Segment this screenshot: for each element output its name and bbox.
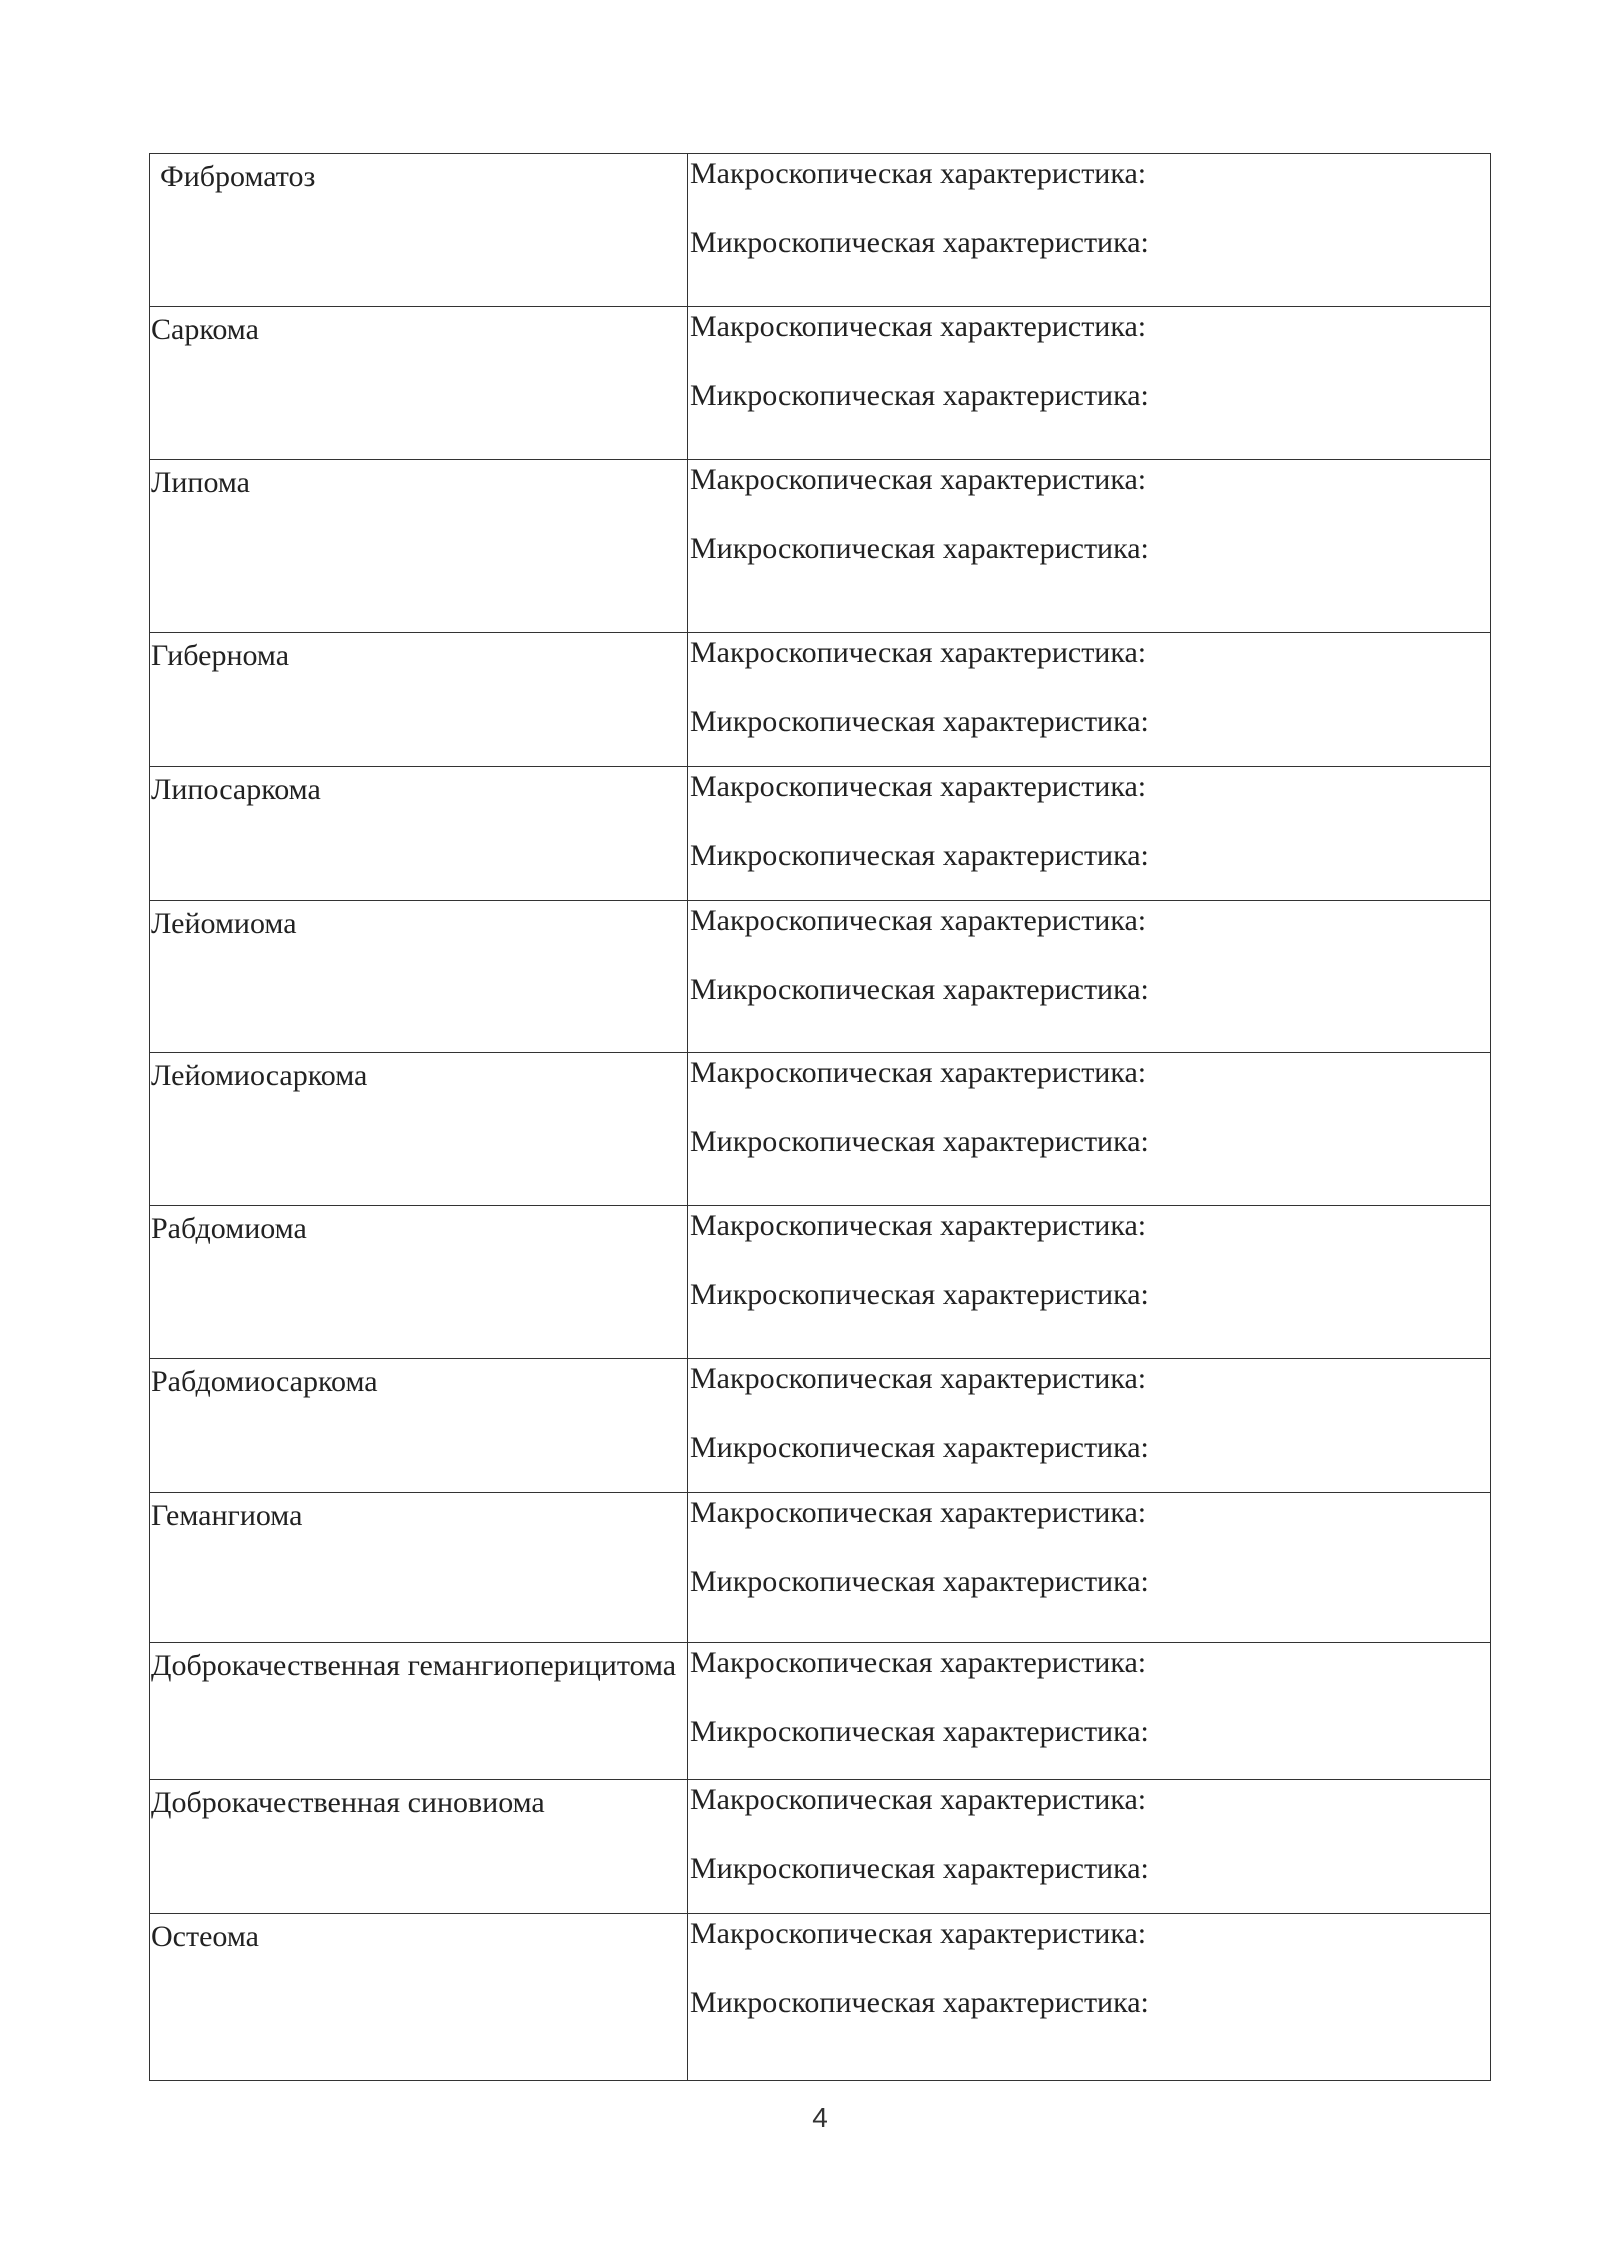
macro-label: Макроскопическая характеристика: [690, 310, 1147, 343]
description-cell [688, 1493, 1491, 1643]
table-row [150, 767, 1491, 901]
micro-label: Микроскопическая характеристика: [690, 1986, 1149, 2019]
table-row [150, 1206, 1491, 1359]
tumor-name: Гибернома [151, 639, 290, 672]
name-cell [150, 901, 688, 1053]
description-cell [688, 460, 1491, 633]
macro-label: Макроскопическая характеристика: [690, 1917, 1147, 1950]
tumor-name: Рабдомиосаркома [151, 1365, 378, 1398]
macro-label: Макроскопическая характеристика: [690, 1496, 1147, 1529]
micro-label: Микроскопическая характеристика: [690, 379, 1149, 412]
description-cell [688, 1643, 1491, 1780]
description-cell [688, 767, 1491, 901]
macro-label: Макроскопическая характеристика: [690, 1209, 1147, 1242]
name-cell [150, 1359, 688, 1493]
tumor-name: Доброкачественная гемангиоперицитома [151, 1649, 677, 1682]
tumor-name: Лейомиосаркома [151, 1059, 368, 1092]
table-row [150, 1359, 1491, 1493]
name-cell [150, 1206, 688, 1359]
description-cell [688, 1359, 1491, 1493]
tumor-name: Остеома [151, 1920, 259, 1953]
tumor-name: Лейомиома [151, 907, 297, 940]
micro-label: Микроскопическая характеристика: [690, 1715, 1149, 1748]
micro-label: Микроскопическая характеристика: [690, 1565, 1149, 1598]
macro-label: Макроскопическая характеристика: [690, 1783, 1147, 1816]
macro-label: Макроскопическая характеристика: [690, 636, 1147, 669]
name-cell [150, 154, 688, 307]
micro-label: Микроскопическая характеристика: [690, 973, 1149, 1006]
name-cell [150, 460, 688, 633]
micro-label: Микроскопическая характеристика: [690, 705, 1149, 738]
table-row [150, 1643, 1491, 1780]
micro-label: Микроскопическая характеристика: [690, 1125, 1149, 1158]
table-row [150, 901, 1491, 1053]
description-cell [688, 1780, 1491, 1914]
description-cell [688, 1914, 1491, 2081]
name-cell [150, 767, 688, 901]
tumor-name: Липома [151, 466, 250, 499]
table-row [150, 633, 1491, 767]
micro-label: Микроскопическая характеристика: [690, 1852, 1149, 1885]
tumor-table [149, 153, 1491, 2081]
description-cell [688, 307, 1491, 460]
tumor-name: Рабдомиома [151, 1212, 307, 1245]
description-cell [688, 1206, 1491, 1359]
tumor-name: Липосаркома [151, 773, 321, 806]
micro-label: Микроскопическая характеристика: [690, 1278, 1149, 1311]
macro-label: Макроскопическая характеристика: [690, 1362, 1147, 1395]
name-cell [150, 1914, 688, 2081]
name-cell [150, 633, 688, 767]
micro-label: Микроскопическая характеристика: [690, 1431, 1149, 1464]
macro-label: Макроскопическая характеристика: [690, 157, 1147, 190]
page-number: 4 [812, 2102, 828, 2133]
table-row [150, 460, 1491, 633]
macro-label: Макроскопическая характеристика: [690, 463, 1147, 496]
tumor-name: Доброкачественная синовиома [151, 1786, 545, 1819]
micro-label: Микроскопическая характеристика: [690, 839, 1149, 872]
micro-label: Микроскопическая характеристика: [690, 532, 1149, 565]
macro-label: Макроскопическая характеристика: [690, 1646, 1147, 1679]
table-row [150, 307, 1491, 460]
tumor-name: Гемангиома [151, 1499, 303, 1532]
macro-label: Макроскопическая характеристика: [690, 1056, 1147, 1089]
name-cell [150, 1053, 688, 1206]
table-row [150, 1493, 1491, 1643]
table-row [150, 1053, 1491, 1206]
name-cell [150, 1493, 688, 1643]
macro-label: Макроскопическая характеристика: [690, 904, 1147, 937]
micro-label: Микроскопическая характеристика: [690, 226, 1149, 259]
table-row [150, 1914, 1491, 2081]
tumor-name: Фиброматоз [160, 160, 316, 193]
table-row [150, 1780, 1491, 1914]
description-cell [688, 633, 1491, 767]
description-cell [688, 901, 1491, 1053]
description-cell [688, 154, 1491, 307]
description-cell [688, 1053, 1491, 1206]
table-row [150, 154, 1491, 307]
tumor-name: Саркома [151, 313, 259, 346]
macro-label: Макроскопическая характеристика: [690, 770, 1147, 803]
name-cell [150, 1643, 688, 1780]
name-cell [150, 1780, 688, 1914]
name-cell [150, 307, 688, 460]
